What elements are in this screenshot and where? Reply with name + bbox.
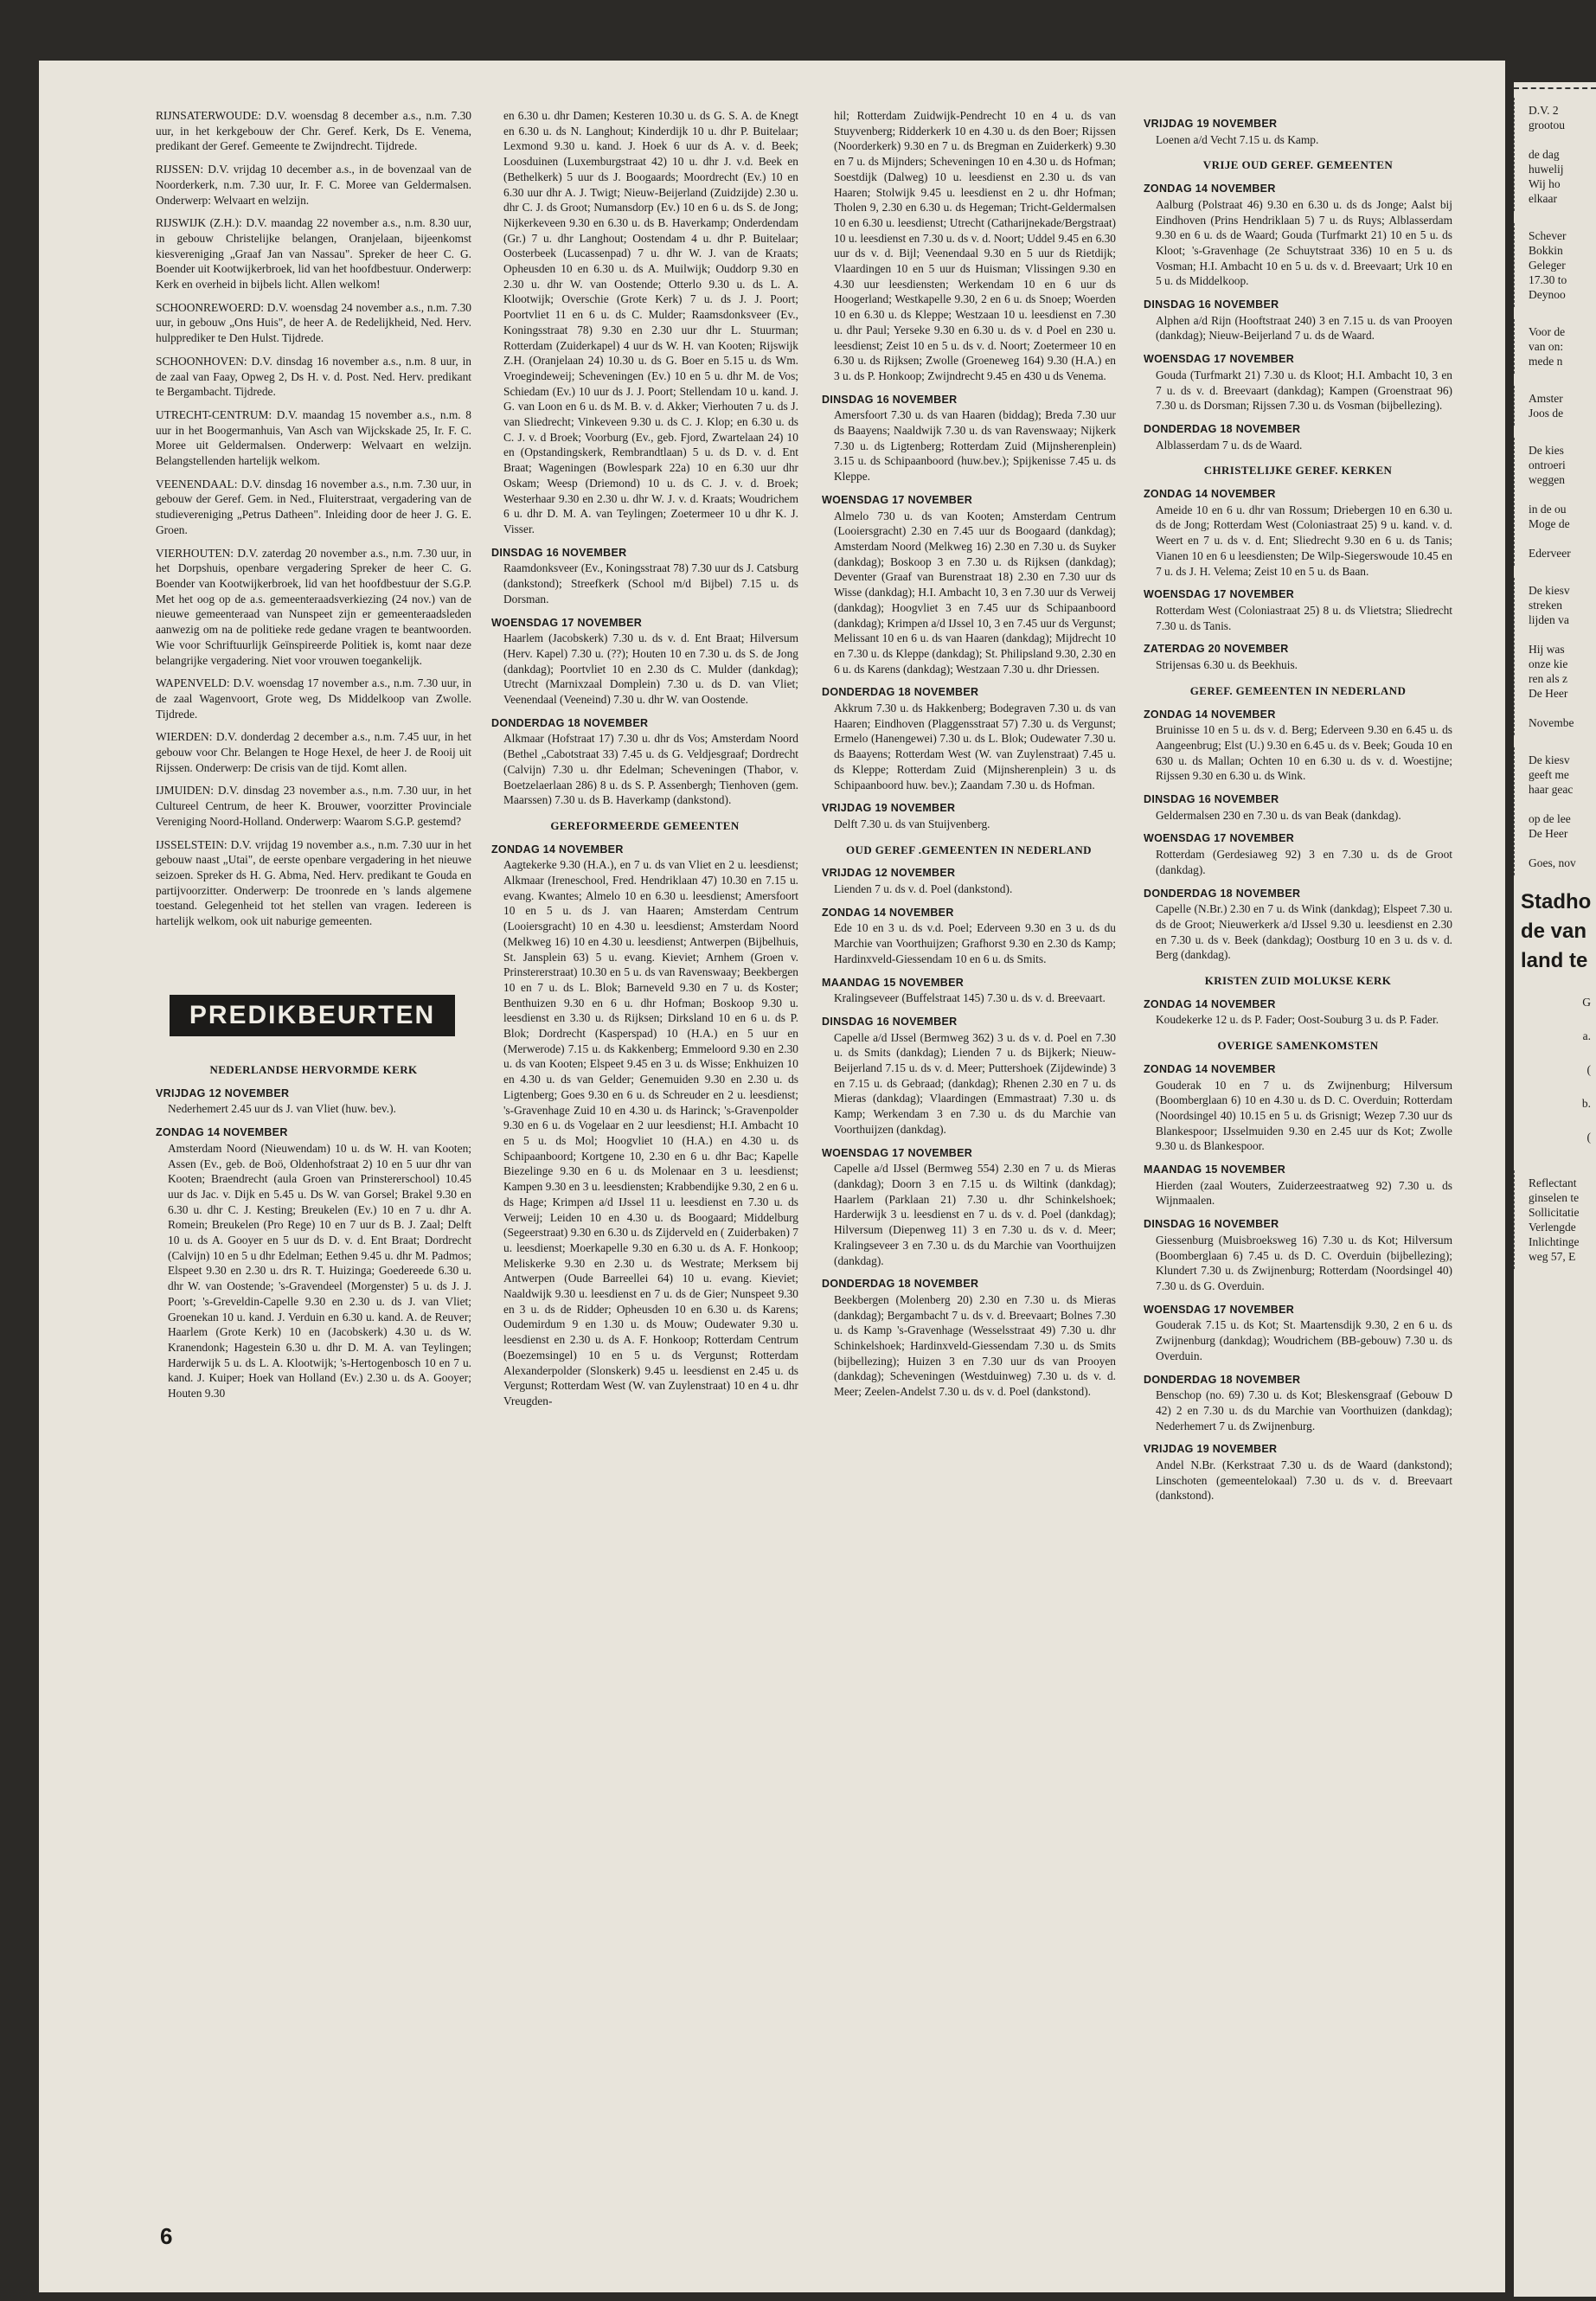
announcement-paragraph: WAPENVELD: D.V. woensdag 17 november a.s., n.m. 7.30 uur, in de zaal Wagenvoort, Grote weg, Ds Middelkoop van Zwolle. Tijdrede. [156, 676, 471, 721]
schedule-text: Raamdonksveer (Ev., Koningsstraat 78) 7.30 uur ds J. Catsburg (dankstond); Streefkerk (School m/d Bijbel) 7.15 u. ds Dorsman. [503, 561, 798, 606]
notice-fragment [1514, 578, 1596, 735]
day-heading: ZATERDAG 20 NOVEMBER [1144, 643, 1289, 656]
notice-fragment [1514, 1170, 1596, 1269]
schedule-text: Gouderak 10 en 7 u. ds Zwijnenburg; Hilversum (Boomberglaan 6) 10 en 4.30 u. ds D. C. Overduin; Rotterdam (Noordsingel 40) 10.15 en 5 u. ds Grisnigt; Wezep 7.30 uur ds Blankespoor; IJsselmuiden 9.30 en 2.45 uur ds Kot; Zwolle 9.30 u. ds Blankespoor. [1156, 1078, 1452, 1153]
column-3 [822, 108, 1116, 1407]
predikbeurten-banner: PREDIKBEURTEN [170, 995, 455, 1036]
fragment-line: De kies [1529, 444, 1564, 457]
schedule-text: Alkmaar (Hofstraat 17) 7.30 u. dhr ds Vos; Amsterdam Noord (Bethel „Cabotstraat 33) 7.45 u. ds G. Veldjesgraaf; Dordrecht (Calvijn) 7.30 u. dhr Edelman; Scheveningen (Thabor, v. Boetzelaerlaan 286) 8 u. ds S. P. Assenbergh; Tienhoven (gem. Maarssen) 7.30 u. ds B. Haverkamp (dankstond). [503, 732, 798, 807]
schedule-text: Haarlem (Jacobskerk) 7.30 u. ds v. d. Ent Braat; Hilversum (Herv. Kapel) 7.30 u. (??); Houten 10 en 7.30 u. ds S. de Jong (dankdag); Poortvliet 10 en 2.30 ds C. Mulder (dankdag); Utrecht (Marnixzaal Domplein) 7.30 u. ds D. van Vliet; Veenendaal (Veeneind) 7.30 u. dhr W. van Oostende. [503, 631, 798, 707]
fragment-line: weg 57, E [1529, 1250, 1576, 1263]
fragment-line: ginselen te [1529, 1191, 1580, 1204]
schedule-text: Lienden 7 u. ds v. d. Poel (dankstond). [834, 882, 1013, 896]
fragment-line [1522, 701, 1596, 715]
day-heading: VRIJDAG 19 NOVEMBER [822, 802, 956, 815]
fragment-line: ren als z [1529, 672, 1567, 685]
page-number: 6 [160, 2223, 173, 2249]
schedule-text: Akkrum 7.30 u. ds Hakkenberg; Bodegraven 7.30 u. ds van Haaren; Eindhoven (Plaggensstraat 57) 7.30 u. ds Vergunst; Ermelo (Hanengewei) 7.30 u. ds L. Blok; Oudewater 7.30 u. ds Baayens; Rotterdam West (W. van Zuylenstraat) 7.45 u. ds Kleppe; Rotterdam Zuid (Mijnsherenplein) 3 u. ds Schipaanboord huw. bev.); Zaandam 7.30 u. ds Hofman. [834, 702, 1116, 792]
schedule-text: Capelle (N.Br.) 2.30 en 7 u. ds Wink (dankdag); Elspeet 7.30 u. ds de Groot; Nieuwerkerk a/d IJssel 9.30 u. leesdienst en 2.30 en 7.30 u. ds v. Beek (dankdag); Oostburg 10 en 3 u. ds v. d. Berg (dankdag). [1156, 902, 1452, 962]
day-heading: DONDERDAG 18 NOVEMBER [822, 686, 979, 699]
fragment-line: streken [1529, 599, 1562, 612]
fragment-line [1522, 531, 1596, 546]
column-4 [1144, 108, 1452, 1510]
fragment-line: De kiesv [1529, 584, 1570, 597]
schedule-text: Alblasserdam 7 u. ds de Waard. [1156, 438, 1303, 452]
schedule-text: Giessenburg (Muisbroeksweg 16) 7.30 u. ds Kot; Hilversum (Boomberglaan 6) 7.45 u. ds D. C. Overduin (bijbellezing); Klundert 7.30 u. ds Zwijnenburg; Rotterdam (Noordsingel 40) 7.30 u. ds G. Overduin. [1156, 1233, 1452, 1292]
day-heading: DINSDAG 16 NOVEMBER [491, 546, 627, 559]
adjacent-page-fragment [1514, 82, 1596, 2297]
day-heading: ZONDAG 14 NOVEMBER [156, 1126, 288, 1139]
schedule-text: Loenen a/d Vecht 7.15 u. ds Kamp. [1156, 132, 1319, 146]
schedule-text: Gouda (Turfmarkt 21) 7.30 u. ds Kloot; H.I. Ambacht 10, 3 en 7 u. ds v. d. Breevaart (dankdag); Kampen (Groenstraat 96) 7.30 u. ds Dorsman; Rijssen 7.30 u. ds Vosman (bijbellezing). [1156, 368, 1452, 413]
notice-fragment [1514, 223, 1596, 307]
schedule-text: Ameide 10 en 6 u. dhr van Rossum; Driebergen 10 en 6.30 u. ds de Jong; Rotterdam West (Coloniastraat 25) 9 u. kand. v. d. Weert en 7 u. ds v. d. Ent; Sliedrecht 9.30 en 6 u. ds Tanis; Vianen 10 en 6 u leesdiensten; De Wilp-Siegerswoude 10.45 en 7 u. ds J. H. Velema; Zeist 10 en 5 u. ds Baan. [1156, 503, 1452, 578]
fragment-line: haar geac [1529, 783, 1574, 796]
day-heading: WOENSDAG 17 NOVEMBER [822, 1146, 973, 1159]
fragment-line: Sollicitatie [1529, 1206, 1580, 1219]
day-heading: DONDERDAG 18 NOVEMBER [491, 716, 649, 729]
fragment-line: ontroeri [1529, 458, 1566, 471]
section-heading: GEREFORMEERDE GEMEENTEN [550, 818, 740, 832]
ad-fragment-line: a. [1582, 1029, 1591, 1042]
schedule-text: Amersfoort 7.30 u. ds van Haaren (biddag); Breda 7.30 uur ds Baayens; Naaldwijk 7.30 u. ds van Ravenswaay; Nijkerk 7.30 u. ds Ligtenberg; Rotterdam Zuid (Mijnsherenplein) 3.15 u. ds Schipaanboord (huw.bev.); Spijkenisse 7.45 u. ds Kleppe. [834, 408, 1116, 484]
fragment-line: Schever [1529, 229, 1567, 242]
day-heading: DONDERDAG 18 NOVEMBER [822, 1278, 979, 1291]
schedule-text: Amsterdam Noord (Nieuwendam) 10 u. ds W. H. van Kooten; Assen (Ev., geb. de Boö, Oldenhofstraat 2) 10 en 5 uur dhr van Kooten; Braendrecht (aula Groen van Prinstererschool) 10.45 uur ds Jac. v. Dijk en 5.45 u. Ds W. van Gorsel; Brakel 9.30 en 6.30 u. dhr C. J. Kesting; Breukelen (Ev.) 10 en 7 u. dhr A. Romein; Breukelen (Pro Rege) 10 en 7 uur ds B. J. Zaal; Delft 10 u. ds A. Gooyer en 5 uur ds D. v. d. Ent Braat; Dordrecht (Calvijn) 10 en 5 u dhr Edelman; Eethen 9.45 u. dhr M. Padmos; Elspeet 9.30 en 2.30 u. drs R. T. Huizinga; Goedereede 6.30 u. dhr W. van Oostende; 's-Gravendeel (Morgenster) 5 u. ds J. J. Poort; 's-Greveldin-Capelle 9.30 en 2.30 u. ds J. van Vliet; Groenekan 10 u. kand. J. Verduin en 6.30 u. kand. A. de Reuver; Haarlem (Grote Kerk) 10 en (Jacobskerk) 4.30 u. ds W. Kranendonk; Hagestein 6.30 u. dhr D. M. A. van Teylingen; Harderwijk 5 u. ds L. A. Klootwijk; 's-Hertogenbosch 10 en 7 u. kand. J. Kuiper; Hoek van Holland (Ev.) 2.30 u. ds A. Gooyer; Houten 9.30 [168, 1141, 471, 1400]
fragment-line: op de lee [1529, 812, 1571, 825]
fragment-line: onze kie [1529, 657, 1568, 670]
schedule-text: Almelo 730 u. ds van Kooten; Amsterdam Centrum (Looiersgracht) 2.30 en 7.45 uur ds Boogaard (dankdag); Amsterdam Noord (Melkweg 16) 2.30 en 7.30 u. ds Suyker (dankdag); Boskoop 3 en 7.30 u. ds Rijksen (dankdag); Deventer (Graaf van Burenstraat 18) 2.30 en 7.30 uur ds Wisse (dankdag); H.I. Ambacht 10, 3 en 7.30 uur ds Verweij (dankdag); Hoogvliet 3 en 7.45 uur ds Schipaanboord (dankdag); Krimpen a/d IJssel 10, 3 en 7.45 uur ds Vergunst; Melissant 10 en 6 u. ds van Haaren (dankdag); Mijdrecht 10 en 7.30 u. ds Kleppe (dankdag); St. Philipsland 9.30, 2.30 en 6 u. ds Karens (dankdag); Westzaan 7.30 u. dhr Driessen. [834, 509, 1116, 676]
ad-headline-line: de van [1521, 920, 1587, 943]
day-heading: DINSDAG 16 NOVEMBER [1144, 793, 1279, 806]
announcement-paragraph: VEENENDAAL: D.V. dinsdag 16 november a.s., n.m. 7.30 uur, in gebouw der Geref. Gem. in Ned., Fluiterstraat, vergadering van de studievereniging „Petrus Datheen". Inleiding door de heer J. G. E. Groen. [156, 477, 471, 536]
day-heading: WOENSDAG 17 NOVEMBER [822, 493, 973, 506]
fragment-line: mede n [1529, 355, 1563, 368]
day-heading: WOENSDAG 17 NOVEMBER [1144, 1303, 1295, 1316]
fragment-line: Amster [1529, 392, 1563, 405]
fragment-line [1522, 797, 1596, 811]
day-heading: DINSDAG 16 NOVEMBER [1144, 298, 1279, 311]
schedule-text: Geldermalsen 230 en 7.30 u. ds van Beak (dankdag). [1156, 808, 1401, 822]
day-heading: VRIJDAG 19 NOVEMBER [1144, 118, 1278, 130]
ad-fragment-line: ( [1586, 1063, 1591, 1076]
fragment-line: Wij ho [1529, 177, 1561, 190]
schedule-text: Beekbergen (Molenberg 20) 2.30 en 7.30 u. ds Mieras (dankdag); Bergambacht 7 u. ds v. d. Breevaart; Bolnes 7.30 u. ds Kamp 's-Gravenhage (Wesselsstraat 49) 7.30 u. dhr Schinkelshoek; Hardinxveld-Giessendam 7.30 u. ds Smits (bijbellezing); Huizen 3 en 7.30 uur ds van Prooyen (dankdag); Scheveningen (Westduinweg) 7.30 u. ds v. d. Meer; Zeelen-Andelst 7.30 u. ds v. d. Poel (dankstond). [834, 1292, 1116, 1399]
day-heading: VRIJDAG 12 NOVEMBER [822, 867, 956, 880]
day-heading: DONDERDAG 18 NOVEMBER [1144, 1373, 1301, 1386]
notice-fragment [1514, 98, 1596, 211]
announcement-paragraph: VIERHOUTEN: D.V. zaterdag 20 november a.s., n.m. 7.30 uur, in het Dorpshuis, openbare vergadering Spreker de heer C. G. Boender van Kootwijkerbroek, lid van het hoofdbestuur der S.G.P. Met het oog op de a.s. gemeenteraadsverkiezing (24 nov.) van de nieuwe gemeenteraad van Nunspeet zijn er gemeenteraadsleden aanwezig om na de politieke rede gedane vragen te beantwoorden. Wie voor Schriftuurlijk Geïnspireerde Politiek is, komt naar deze belangrijke vergadering. Niet voor vrouwen toegankelijk. [156, 546, 471, 667]
fragment-line: Moge de [1529, 517, 1570, 530]
fragment-line: De Heer [1529, 687, 1568, 700]
day-heading: ZONDAG 14 NOVEMBER [1144, 183, 1276, 195]
ad-fragment [1514, 888, 1596, 1144]
column-1-predikbeurten [156, 1052, 471, 1409]
announcement-paragraph: UTRECHT-CENTRUM: D.V. maandag 15 november a.s., n.m. 8 uur in het Boogermanhuis, Van Asch van Wijckskade 25, Ir. F. C. Moree uit Geldermalsen. Onderwerp: Welvaart en welzijn. Belangstellenden hartelijk welkom. [156, 407, 471, 468]
fragment-line: Ederveer [1529, 547, 1571, 560]
fragment-line: Verlengde [1529, 1221, 1576, 1234]
fragment-line: lijden va [1529, 613, 1569, 626]
fragment-line: Novembe [1529, 716, 1574, 729]
day-heading: ZONDAG 14 NOVEMBER [1144, 997, 1276, 1010]
day-heading: DONDERDAG 18 NOVEMBER [1144, 887, 1301, 900]
schedule-text: en 6.30 u. dhr Damen; Kesteren 10.30 u. ds G. S. A. de Knegt en 6.30 u. ds N. Langhout; Kinderdijk 10 u. dhr P. Buitelaar; Lexmond 9.30 u. kand. J. Hoek 6 uur ds A. v. d. Beek; Loosduinen (Luxemburgstraat 42) 10 u. dhr J. v.d. Beek en (Bethelkerk) 5 uur ds J. Boogaards; Moordrecht (Ev.) 10 en 6.30 uur dhr A. J. Twigt; Nieuw-Beijerland (Zuidzijde) 2.30 u. dhr C. J. ds Groot; Numansdorp (Ev.) 10 en 6 u. ds S. de Jong; Nijkerkeveen 9.30 en 6.30 u. ds B. Haverkamp; Onderdendam (Gr.) 7 u. dhr Langhout; Oostendam 4 u. dhr P. Buitelaar; Oosterbeek (Lucassenpad) 7 u. dhr W. J. van de Kraats; Opheusden 10 en 6.30 u. ds A. Muilwijk; Ouddorp 9.30 en 2.30 u. dhr W. van Oostende; Otterlo 9.30 u. ds L. A. Klootwijk; Overschie (Grote Kerk) 7 u. ds J. J. Poort; Poortvliet 11 en 6 u. ds C. Mulder; Raamsdonksveer (Ev., Koningsstraat 78) 9.30 en 2.30 uur dhr L. Stuurman; Rotterdam (Zuiderkapel) 4 uur ds W. H. van Kooten; Rijswijk Z.H. (Oranjelaan 24) 10.30 u. ds G. Boer en 5.15 u. ds Wm. Vroegindeweij; Scheveningen (Ev.) 10 en 5 u. dhr M. de Vos; Schiedam (Ev.) 10 uur ds J. J. Poort; Stellendam 10 u. kand. J. G. van Loon en 6 u. ds M. B. v. d. Akker; Vierhouten 7 u. ds J. van Sliedrecht; Vinkeveen 9.30 u. ds C. J. Klop; en 6.30 u. ds C. J. v. d Broek; Voorburg (Ev., geb. Fjord, Zwartelaan 24) 10 en (Opstandingskerk, Rembrandtlaan) 5 u. ds D. v. d. Ent Braat; Wageningen (Bowlespark 22a) 10 en 6.30 uur dhr Oskam; Weesp (Driemond) 10 u. ds C. J. v. d. Broek; Westerhaar 9.30 en 2.30 u. dhr W. J. v. d. Kraats; Woudrichem 6 u. dhr D. M. A. van Teylingen; Zoetermeer 10 u dhr K. J. Visser. [503, 109, 798, 535]
fragment-line: Voor de [1529, 325, 1566, 338]
day-heading: MAANDAG 15 NOVEMBER [1144, 1163, 1286, 1176]
column-2 [491, 108, 798, 1417]
schedule-text: Capelle a/d IJssel (Bermweg 362) 3 u. ds v. d. Poel en 7.30 u. ds Smits (dankdag); Lienden 7 u. ds Bijkerk; Nieuw-Beijerland 7.15 u. ds v. d. Meer; Puttershoek (Zijdewinde) 3 en 7.15 u. ds Gebraad; (dankdag); Rhenen 2.30 en 7 u. ds Mieras (dankdag); Vlaardingen (Emmastraat) 7.30 u. ds Kamp; Werkendam 3 en 7.30 u. ds du Marchie van Voorthuijzen (dankdag). [834, 1030, 1116, 1136]
schedule-text: hil; Rotterdam Zuidwijk-Pendrecht 10 en 4 u. ds van Stuyvenberg; Ridderkerk 10 en 4.30 u. ds den Boer; Rijssen (Noorderkerk) 9.30 en 7 u. ds Bregman en Zuiderkerk) 9.30 en 7 u. ds Mijnders; Scheveningen 10 en 4.30 u. ds Hofman; Soestdijk (Dalweg) 10 u. leesdienst en 2.30 u. ds van Haaren; Stolwijk 9.45 u. leesdienst en 2 u. dhr Hofman; Tholen 9, 2.30 en 6.30 u. ds Hegeman; Tricht-Geldermalsen 10 en 6.30 u. leesdienst; Utrecht (Catharijnekade/Bergstraat) 10 u. leesdienst en 7.30 u. ds v. d. Noort; Uddel 9.45 en 6.30 uur ds v. d. Bijl; Veenendaal 9.30 en 5 uur ds Rietdijk; Vlaardingen 10 en 5 uur ds Huisman; Vlissingen 9.30 en 4.30 uur leesdiensten; Werkendam 10 en 6 uur ds Hoogerland; Westkapelle 9.30, 2 en 6 u. ds Snoep; Woerden 10 en 6.30 u. ds Kleppe; Westzaan 10 u. leesdienst en 7.30 u. dhr Paul; Yerseke 9.30 en 6.30 u. ds v. d Poel en 230 u. leesdienst; Zeist 10 en 5 u. ds v. d. Noort; Zoetermeer 10 en 6.30 u. ds Rijksen; Zwolle (Groeneweg 164) 9.30 (H.A.) en 3 u. ds P. Honkoop; Zwijndrecht 9.45 en 430 u ds Venema. [834, 109, 1116, 382]
ad-headline-line: Stadho [1521, 890, 1592, 913]
announcement-paragraph: RIJSSEN: D.V. vrijdag 10 december a.s., in de bovenzaal van de Noorderkerk, n.m. 7.30 uur, Ir. F. C. Moree van Geldermalsen. Onderwerp: Welvaart en welzijn. [156, 163, 471, 207]
section-heading: NEDERLANDSE HERVORMDE KERK [209, 1063, 418, 1076]
schedule-text: Kralingseveer (Buffelstraat 145) 7.30 u. ds v. d. Breevaart. [834, 991, 1106, 1005]
schedule-text: Alphen a/d Rijn (Hooftstraat 240) 3 en 7.15 u. ds van Prooyen (dankdag); Nieuw-Beijerland 7 u. ds de Waard. [1156, 313, 1452, 343]
ad-fragment-line: G [1582, 996, 1591, 1009]
schedule-text: Rotterdam West (Coloniastraat 25) 8 u. ds Vlietstra; Sliedrecht 7.30 u. ds Tanis. [1156, 603, 1452, 632]
announcement-paragraph: RIJNSATERWOUDE: D.V. woensdag 8 december a.s., n.m. 7.30 uur, in het kerkgebouw der Chr. Geref. Kerk, Ds E. Venema, predikant der Geref. Gemeente te Zwijndrecht. Tijdrede. [156, 109, 471, 153]
fragment-line [1522, 841, 1596, 856]
fragment-line: grootou [1529, 119, 1565, 131]
fragment-line: Inlichtinge [1529, 1235, 1580, 1248]
section-heading: KRISTEN ZUID MOLUKSE KERK [1204, 974, 1392, 988]
section-heading: OUD GEREF .GEMEENTEN IN NEDERLAND [846, 843, 1092, 856]
announcement-paragraph: SCHOONHOVEN: D.V. dinsdag 16 november a.s., n.m. 8 uur, in de zaal van Faay, Opweg 2, Ds H. v. d. Post. Ned. Herv. predikant te Bergambacht. Tijdrede. [156, 354, 471, 399]
day-heading: ZONDAG 14 NOVEMBER [822, 906, 954, 919]
schedule-text: Koudekerke 12 u. ds P. Fader; Oost-Souburg 3 u. ds P. Fader. [1156, 1013, 1439, 1027]
section-heading: VRIJE OUD GEREF. GEMEENTEN [1202, 158, 1394, 172]
day-heading: VRIJDAG 19 NOVEMBER [1144, 1443, 1278, 1456]
schedule-text: Nederhemert 2.45 uur ds J. van Vliet (huw. bev.). [168, 1102, 396, 1116]
day-heading: VRIJDAG 12 NOVEMBER [156, 1086, 290, 1099]
notice-fragment [1514, 438, 1596, 566]
schedule-text: Bruinisse 10 en 5 u. ds v. d. Berg; Ederveen 9.30 en 6.45 u. ds Aangeenbrug; Elst (U.) 9.30 en 6.45 u. ds v. Beek; Gouda 10 en 630 u. ds Mallan; Ochten 10 en 6.30 u. ds v. d. Woestijne; Rijssen 9.30 en 6.30 u. ds Wink. [1156, 723, 1452, 783]
day-heading: WOENSDAG 17 NOVEMBER [1144, 588, 1295, 601]
day-heading: DINSDAG 16 NOVEMBER [822, 393, 958, 406]
schedule-text: Capelle a/d IJssel (Bermweg 554) 2.30 en 7 u. ds Mieras (dankdag); Doorn 3 en 7.15 u. ds Wiltink (dankdag); Haarlem (Parklaan 21) 7.30 u. dhr Schinkelshoek; Harderwijk 3 u. leesdienst en 7 u. ds v. d. Poel (dankdag); Hilversum (Diepenweg 11) 3 en 7.30 u. ds v. d. Meer; Kralingseveer 3 en 7.30 u. ds du Marchie van Voorthuijzen (dankdag). [834, 1162, 1116, 1267]
day-heading: DONDERDAG 18 NOVEMBER [1144, 422, 1301, 435]
fragment-line: Joos de [1529, 407, 1564, 420]
ad-fragment-line: ( [1586, 1131, 1591, 1144]
fragment-line: in de ou [1529, 503, 1567, 516]
fragment-line: geeft me [1529, 768, 1569, 781]
announcement-paragraph: RIJSWIJK (Z.H.): D.V. maandag 22 november a.s., n.m. 8.30 uur, in gebouw Christelijke belangen, Oranjelaan, bijeenkomst kiesvereniging „Graaf Jan van Nassau". Spreker de heer C. G. Boender uit Kootwijkerbroek, lid van het hoofdbestuur. Onderwerp: Kerk en overheid in bijbels licht. Allen welkom! [156, 216, 471, 292]
schedule-text: Gouderak 7.15 u. ds Kot; St. Maartensdijk 9.30, 2 en 6 u. ds Zwijnenburg (dankdag); Woudrichem (BB-gebouw) 7.30 u. ds Overduin. [1156, 1318, 1452, 1362]
day-heading: WOENSDAG 17 NOVEMBER [1144, 353, 1295, 366]
announcement-paragraph: IJSSELSTEIN: D.V. vrijdag 19 november a.s., n.m. 7.30 uur in het gebouw naast „Utai", de eerste openbare vergadering in het nieuwe seizoen. Spreker ds H. G. Abma, Ned. Herv. predikant te Gouda en partijvoorzitter. Onderwerp: De troonrede en 's lands algemene toestand. Gelegenheid tot het stellen van vragen. Iedereen is hartelijk welkom, ook uit naburige gemeenten. [156, 837, 471, 928]
day-heading: ZONDAG 14 NOVEMBER [1144, 1062, 1276, 1075]
fragment-line: Geleger [1529, 259, 1566, 272]
fragment-line [1522, 132, 1596, 147]
day-heading: ZONDAG 14 NOVEMBER [491, 843, 624, 856]
fragment-line: D.V. 2 [1529, 104, 1559, 117]
ad-fragment-line: b. [1581, 1097, 1591, 1110]
day-heading: MAANDAG 15 NOVEMBER [822, 976, 965, 989]
day-heading: DINSDAG 16 NOVEMBER [822, 1015, 958, 1028]
fragment-line: de dag [1529, 148, 1560, 161]
fragment-line [1522, 627, 1596, 642]
day-heading: DINSDAG 16 NOVEMBER [1144, 1218, 1279, 1231]
schedule-text: Ede 10 en 3 u. ds v.d. Poel; Ederveen 9.30 en 3 u. ds du Marchie van Voorthuijzen; Grafhorst 9.30 en 2.30 ds Kamp; Hardinxveld-Giessendam 10 en 6 u. ds Smits. [834, 921, 1116, 965]
schedule-text: Delft 7.30 u. ds van Stuijvenberg. [834, 817, 990, 830]
schedule-text: Rotterdam (Gerdesiaweg 92) 3 en 7.30 u. ds de Groot (dankdag). [1156, 848, 1452, 876]
fragment-line: Hij was [1529, 643, 1565, 656]
fragment-line: De Heer [1529, 827, 1568, 840]
fragment-line: Bokkin [1529, 244, 1563, 257]
section-heading: CHRISTELIJKE GEREF. KERKEN [1203, 464, 1393, 478]
announcement-paragraph: IJMUIDEN: D.V. dinsdag 23 november a.s., n.m. 7.30 uur, in het Cultureel Centrum, de heer K. Brouwer, voorzitter Provinciale Vereniging Noord-Holland. Onderwerp: Waarom S.G.P. gestemd? [156, 784, 471, 828]
schedule-text: Strijensas 6.30 u. ds Beekhuis. [1156, 658, 1298, 672]
notice-fragment [1514, 319, 1596, 374]
section-heading: GEREF. GEMEENTEN IN NEDERLAND [1189, 683, 1407, 697]
day-heading: ZONDAG 14 NOVEMBER [1144, 708, 1276, 721]
schedule-text: Hierden (zaal Wouters, Zuiderzeestraatweg 92) 7.30 u. ds Wijnmaalen. [1156, 1178, 1452, 1208]
fragment-line: 17.30 to [1529, 273, 1567, 286]
notice-fragment [1514, 386, 1596, 426]
day-heading: ZONDAG 14 NOVEMBER [1144, 488, 1276, 501]
day-heading: WOENSDAG 17 NOVEMBER [1144, 832, 1295, 845]
fragment-line: Deynoo [1529, 288, 1566, 301]
schedule-text: Benschop (no. 69) 7.30 u. ds Kot; Bleskensgraaf (Gebouw D 42) 2 en 7.30 u. ds du Marchie van Voorthuizen (dankdag); Nederhemert 7 u. ds Zwijnenburg. [1156, 1388, 1452, 1433]
announcement-paragraph: WIERDEN: D.V. donderdag 2 december a.s., n.m. 7.45 uur, in het gebouw voor Chr. Belangen te Hoge Hexel, de heer J. de Rooij uit Rijssen. Onderwerp: De crisis van de tijd. Komt allen. [156, 730, 471, 774]
schedule-text: Andel N.Br. (Kerkstraat 7.30 u. ds de Waard (dankstond); Linschoten (gemeentelokaal) 7.30 u. ds v. d. Breevaart (dankstond). [1156, 1458, 1452, 1503]
fragment-line: huwelij [1529, 163, 1564, 176]
dashed-rule [1514, 87, 1596, 89]
notice-fragment [1514, 747, 1596, 875]
schedule-text: Aagtekerke 9.30 (H.A.), en 7 u. ds van Vliet en 2 u. leesdienst; Alkmaar (Ireneschool, Fred. Hendriklaan 47) 10.30 en 7.15 u. evang. Kwantes; Almelo 10 en 6.30 u. leesdienst; Amersfoort 10 en 5 u. ds J. van Haaren; Amsterdam Centrum (Looiersgracht) 10 en 4.30 u. leesdienst; Amsterdam Noord (Melkweg 16) 10 en 4.30 u. leesdienst; Antwerpen (Bijbelhuis, St. Jansplein 63) 5 u. evang. Kieviet; Arnhem (Groen v. Prinstererstraat) 10.30 en 5 u. ds van Ravenswaay; Beekbergen 10 en 7 u. ds L. Blok; Barneveld 9.30 en 7 u. ds Koster; Benthuizen 9.30 en 6 u. dhr Hofman; Boskoop 9.30 u. leesdienst en 3.30 u. ds Rijksen; Dirksland 10 en 6 u. ds P. Blok; Dordrecht (Kasperspad) 10 (H.A.) en 5 uur en (Merwerode) 7.15 u. ds Kakkenberg; Emmeloord 9.30 en 2.30 u. ds van Kooten; Elspeet 9.45 en 3 u. ds Wisse; Enkhuizen 10 en 4.30 u. ds van Gelder; Genemuiden 9.30 en 2.30 u. ds Ligtenberg; Goes 9.30 en 6 u. ds Schreuder en 2 u. leesdienst; 's-Gravenhage Zuid 10 en 4.30 u. ds Harinck; 's-Gravenpolder 9.30 en 6 u. ds Vogelaar en 2 uur leesdienst; H.I. Ambacht 10 en 5 u. ds Mol; Hoogvliet 10 (H.A.) en 4.30 u. ds Schipaanboord; Kortgene 10, 2.30 en 6 u. dhr Bac; Kapelle Biezelinge 9.30 en 6 u. ds Molenaar en 3 u. leesdienst; Kampen 9.30 en 3 u. leesdiensten; Krabbendijke 9.30, 2 en 6 u. ds Hage; Krimpen a/d IJssel 11 u. leesdienst en 7.30 u. ds Verweij; Leiden 10 en 4.30 u. ds Boogaard; Middelburg (Segeerstraat) 9.30 en 6.30 u. ds Zijderveld en ( Zuiderbaken) 7 u. leesdienst; Moerkapelle 9.30 en 6.30 u. ds A. F. Honkoop; Meliskerke 9.30 en 2.30 u. ds Westrate; Merksem bij Antwerpen (Oude Barreellei 64) 10 u. evang. Kieviet; Naaldwijk 9.30 u. leesdienst en 7 u. ds de Gier; Nunspeet 9.30 en 3 u. ds de Ridder; Opheusden 10 en 6.30 u. ds Karens; Oudemirdum 9 en 1.30 u. ds Mouw; Oudewater 9.30 u. leesdienst en 2.30 u. ds A. F. Honkoop; Rotterdam Centrum (Boezemsingel) 10 en 5 u. ds Vergunst; Rotterdam Alexanderpolder (Slonskerk) 9.45 u. leesdienst en 2.45 u. ds Vergunst; Rotterdam West (W. van Zuylenstraat) 10 en 4 u. dhr Vreugden- [503, 858, 798, 1407]
fragment-line [1522, 487, 1596, 502]
announcement-paragraph: SCHOONREWOERD: D.V. woensdag 24 november a.s., n.m. 7.30 uur, in gebouw „Ons Huis", de heer A. de Redelijkheid, Ned. Herv. hulpprediker te Den Hulst. Tijdrede. [156, 300, 471, 345]
day-heading: WOENSDAG 17 NOVEMBER [491, 616, 643, 629]
fragment-line: van on: [1529, 340, 1564, 353]
column-1-announcements [156, 108, 471, 937]
fragment-line: De kiesv [1529, 753, 1570, 766]
fragment-line: Goes, nov [1529, 856, 1576, 869]
fragment-line: elkaar [1529, 192, 1557, 205]
fragment-line: weggen [1529, 473, 1565, 486]
ad-headline-line: land te [1521, 949, 1588, 972]
section-heading: OVERIGE SAMENKOMSTEN [1217, 1039, 1379, 1053]
fragment-line: Reflectant [1529, 1176, 1577, 1189]
schedule-text: Aalburg (Polstraat 46) 9.30 en 6.30 u. ds ds Jonge; Aalst bij Eindhoven (Prins Hendriklaan 5) 7 u. ds Ruys; Alblasserdam 9.30 en 6 u. ds de Waard; Gouda (Turfmarkt 21) 10 en 5 u. ds Kloot; 's-Gravenhage (2e Schuytstraat 336) 10 en 5 u. ds Vosman; H.I. Ambacht 10 en 5 u. ds v. d. Breevaart; Urk 10 en 5 u. ds Middelkoop. [1156, 197, 1452, 288]
